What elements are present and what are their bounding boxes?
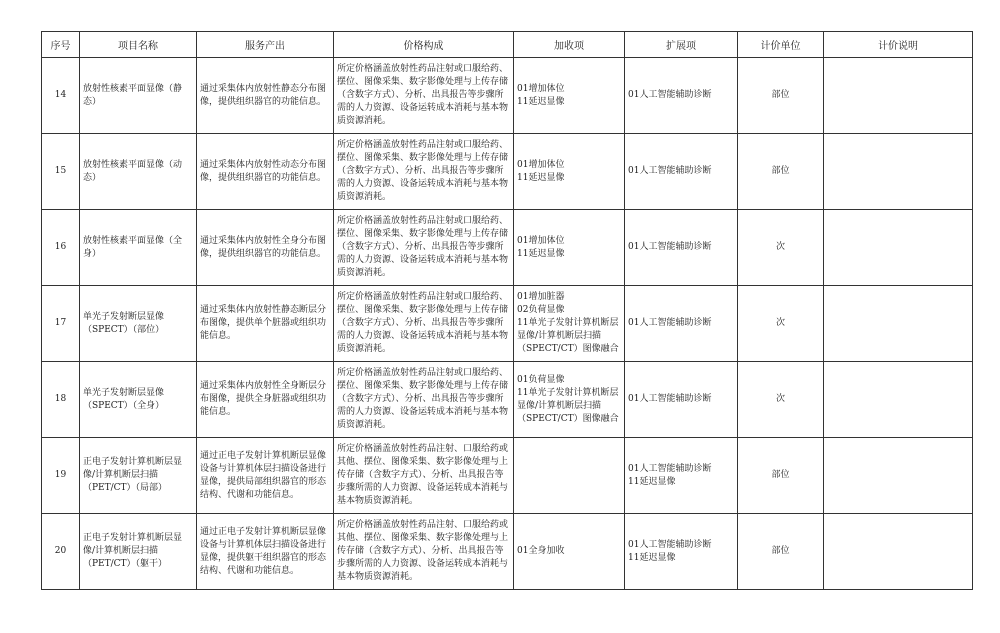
cell-pricing-unit	[738, 134, 824, 210]
cell-extension	[625, 438, 738, 514]
cell-item-name-text: 单光子发射断层显像（SPECT）（全身）	[83, 387, 165, 411]
cell-surcharge	[514, 286, 625, 362]
cell-seq-text: 16	[54, 242, 67, 252]
header-pricing-unit: 计价单位	[738, 32, 824, 58]
cell-service-output-text: 通过正电子发射计算机断层显像设备与计算机体层扫描设备进行显像，提供躯干组织器官的形态结构、代谢和功能信息。	[200, 526, 327, 576]
cell-pricing-unit	[738, 286, 824, 362]
cell-item-name-text: 正电子发射计算机断层显像/计算机断层扫描（PET/CT）（局部）	[83, 457, 183, 493]
table-row	[42, 438, 973, 514]
cell-price-composition	[334, 134, 514, 210]
cell-service-output	[197, 362, 334, 438]
cell-pricing-unit	[738, 58, 824, 134]
cell-service-output-text: 通过采集体内放射性动态分布图像，提供组织器官的功能信息。	[200, 159, 327, 183]
cell-pricing-note	[824, 362, 973, 438]
cell-price-composition	[334, 286, 514, 362]
header-price-composition: 价格构成	[334, 32, 514, 58]
header-seq: 序号	[42, 32, 80, 58]
cell-extension	[625, 286, 738, 362]
cell-extension-text: 01人工智能辅助诊断	[628, 166, 712, 176]
cell-seq	[42, 58, 80, 134]
cell-extension-text: 01人工智能辅助诊断	[628, 394, 712, 404]
cell-extension	[625, 362, 738, 438]
cell-price-composition-text: 所定价格涵盖放射性药品注射、口服给药或其他、摆位、图像采集、数字影像处理与上传存储（含数字方式）、分析、出具报告等步骤所需的人力资源、设备运转成本消耗与基本物质资源消耗。	[337, 520, 509, 582]
cell-price-composition	[334, 362, 514, 438]
cell-seq	[42, 362, 80, 438]
cell-extension-text: 01人工智能辅助诊断 11延迟显像	[628, 463, 712, 487]
header-extension: 扩展项	[625, 32, 738, 58]
cell-service-output	[197, 438, 334, 514]
cell-item-name	[80, 514, 197, 590]
table-row	[42, 362, 973, 438]
cell-surcharge	[514, 438, 625, 514]
cell-extension-text: 01人工智能辅助诊断	[628, 318, 712, 328]
header-surcharge: 加收项	[514, 32, 625, 58]
cell-pricing-unit-text: 次	[775, 394, 785, 404]
cell-price-composition-text: 所定价格涵盖放射性药品注射或口服给药、摆位、图像采集、数字影像处理与上传存储（含数字方式）、分析、出具报告等步骤所需的人力资源、设备运转成本消耗与基本物质资源消耗。	[337, 140, 509, 202]
cell-service-output-text: 通过采集体内放射性静态断层分布图像，提供单个脏器或组织功能信息。	[200, 305, 327, 341]
cell-pricing-note	[824, 210, 973, 286]
cell-surcharge-text: 01全身加收	[517, 546, 565, 556]
cell-seq	[42, 438, 80, 514]
cell-item-name	[80, 362, 197, 438]
cell-pricing-note	[824, 514, 973, 590]
cell-pricing-unit	[738, 362, 824, 438]
cell-pricing-unit-text: 部位	[771, 166, 790, 176]
cell-surcharge	[514, 210, 625, 286]
cell-price-composition-text: 所定价格涵盖放射性药品注射或口服给药、摆位、图像采集、数字影像处理与上传存储（含数字方式）、分析、出具报告等步骤所需的人力资源、设备运转成本消耗与基本物质资源消耗。	[337, 292, 509, 354]
cell-surcharge-text: 01增加脏器 02负荷显像 11单光子发射计算机断层显像/计算机断层扫描（SPECT/CT）图像融合	[517, 292, 619, 354]
table-row	[42, 58, 973, 134]
cell-seq	[42, 286, 80, 362]
cell-seq-text: 18	[54, 394, 67, 404]
cell-surcharge-text: 01增加体位 11延迟显像	[517, 159, 565, 183]
cell-surcharge	[514, 362, 625, 438]
cell-price-composition-text: 所定价格涵盖放射性药品注射或口服给药、摆位、图像采集、数字影像处理与上传存储（含数字方式）、分析、出具报告等步骤所需的人力资源、设备运转成本消耗与基本物质资源消耗。	[337, 216, 509, 278]
cell-item-name	[80, 286, 197, 362]
cell-service-output-text: 通过采集体内放射性全身分布图像，提供组织器官的功能信息。	[200, 235, 327, 259]
cell-extension	[625, 210, 738, 286]
cell-extension-text: 01人工智能辅助诊断	[628, 242, 712, 252]
cell-service-output	[197, 210, 334, 286]
cell-pricing-note	[824, 134, 973, 210]
cell-service-output	[197, 134, 334, 210]
cell-service-output	[197, 514, 334, 590]
cell-pricing-unit	[738, 210, 824, 286]
cell-price-composition	[334, 438, 514, 514]
cell-surcharge-text: 01负荷显像 11单光子发射计算机断层显像/计算机断层扫描（SPECT/CT）图像融合	[517, 374, 619, 424]
cell-seq-text: 14	[54, 90, 67, 100]
table-row	[42, 210, 973, 286]
cell-surcharge-text: 01增加体位 11延迟显像	[517, 235, 565, 259]
cell-pricing-unit	[738, 438, 824, 514]
table-body	[42, 58, 973, 590]
cell-seq-text: 15	[54, 166, 67, 176]
cell-extension	[625, 58, 738, 134]
cell-pricing-note	[824, 58, 973, 134]
header-item-name: 项目名称	[80, 32, 197, 58]
cell-seq	[42, 134, 80, 210]
cell-service-output-text: 通过采集体内放射性全身断层分布图像，提供全身脏器或组织功能信息。	[200, 381, 327, 417]
cell-pricing-unit-text: 部位	[771, 470, 790, 480]
table-row	[42, 134, 973, 210]
cell-pricing-unit	[738, 514, 824, 590]
cell-item-name-text: 正电子发射计算机断层显像/计算机断层扫描（PET/CT）（躯干）	[83, 533, 183, 569]
cell-seq-text: 17	[54, 318, 67, 328]
header-pricing-note: 计价说明	[824, 32, 973, 58]
header-row	[42, 32, 973, 58]
table-row	[42, 286, 973, 362]
cell-price-composition-text: 所定价格涵盖放射性药品注射、口服给药或其他、摆位、图像采集、数字影像处理与上传存储（含数字方式）、分析、出具报告等步骤所需的人力资源、设备运转成本消耗与基本物质资源消耗。	[337, 444, 509, 506]
pricing-table	[41, 31, 973, 590]
cell-price-composition	[334, 210, 514, 286]
cell-pricing-unit-text: 部位	[771, 90, 790, 100]
cell-item-name	[80, 58, 197, 134]
header-service-output: 服务产出	[197, 32, 334, 58]
cell-seq-text: 19	[54, 470, 67, 480]
cell-extension-text: 01人工智能辅助诊断	[628, 90, 712, 100]
cell-seq-text: 20	[54, 546, 67, 556]
cell-price-composition-text: 所定价格涵盖放射性药品注射或口服给药、摆位、图像采集、数字影像处理与上传存储（含数字方式）、分析、出具报告等步骤所需的人力资源、设备运转成本消耗与基本物质资源消耗。	[337, 64, 509, 126]
cell-service-output	[197, 58, 334, 134]
cell-item-name	[80, 134, 197, 210]
cell-pricing-unit-text: 部位	[771, 546, 790, 556]
cell-extension	[625, 134, 738, 210]
cell-pricing-unit-text: 次	[775, 318, 785, 328]
table-row	[42, 514, 973, 590]
cell-extension	[625, 514, 738, 590]
cell-item-name	[80, 438, 197, 514]
cell-surcharge	[514, 514, 625, 590]
cell-seq	[42, 514, 80, 590]
cell-service-output-text: 通过采集体内放射性静态分布图像，提供组织器官的功能信息。	[200, 83, 327, 107]
cell-item-name	[80, 210, 197, 286]
cell-item-name-text: 放射性核素平面显像（静态）	[83, 83, 183, 107]
cell-item-name-text: 单光子发射断层显像（SPECT）（部位）	[83, 311, 165, 335]
cell-seq	[42, 210, 80, 286]
cell-pricing-note	[824, 286, 973, 362]
cell-pricing-unit-text: 次	[775, 242, 785, 252]
cell-service-output-text: 通过正电子发射计算机断层显像设备与计算机体层扫描设备进行显像，提供局部组织器官的形态结构、代谢和功能信息。	[200, 450, 327, 500]
cell-price-composition	[334, 58, 514, 134]
cell-surcharge	[514, 58, 625, 134]
cell-surcharge-text: 01增加体位 11延迟显像	[517, 83, 565, 107]
cell-price-composition-text: 所定价格涵盖放射性药品注射或口服给药、摆位、图像采集、数字影像处理与上传存储（含数字方式）、分析、出具报告等步骤所需的人力资源、设备运转成本消耗与基本物质资源消耗。	[337, 368, 509, 430]
cell-service-output	[197, 286, 334, 362]
cell-extension-text: 01人工智能辅助诊断 11延迟显像	[628, 539, 712, 563]
cell-pricing-note	[824, 438, 973, 514]
cell-item-name-text: 放射性核素平面显像（全身）	[83, 235, 183, 259]
cell-price-composition	[334, 514, 514, 590]
cell-item-name-text: 放射性核素平面显像（动态）	[83, 159, 183, 183]
cell-surcharge	[514, 134, 625, 210]
